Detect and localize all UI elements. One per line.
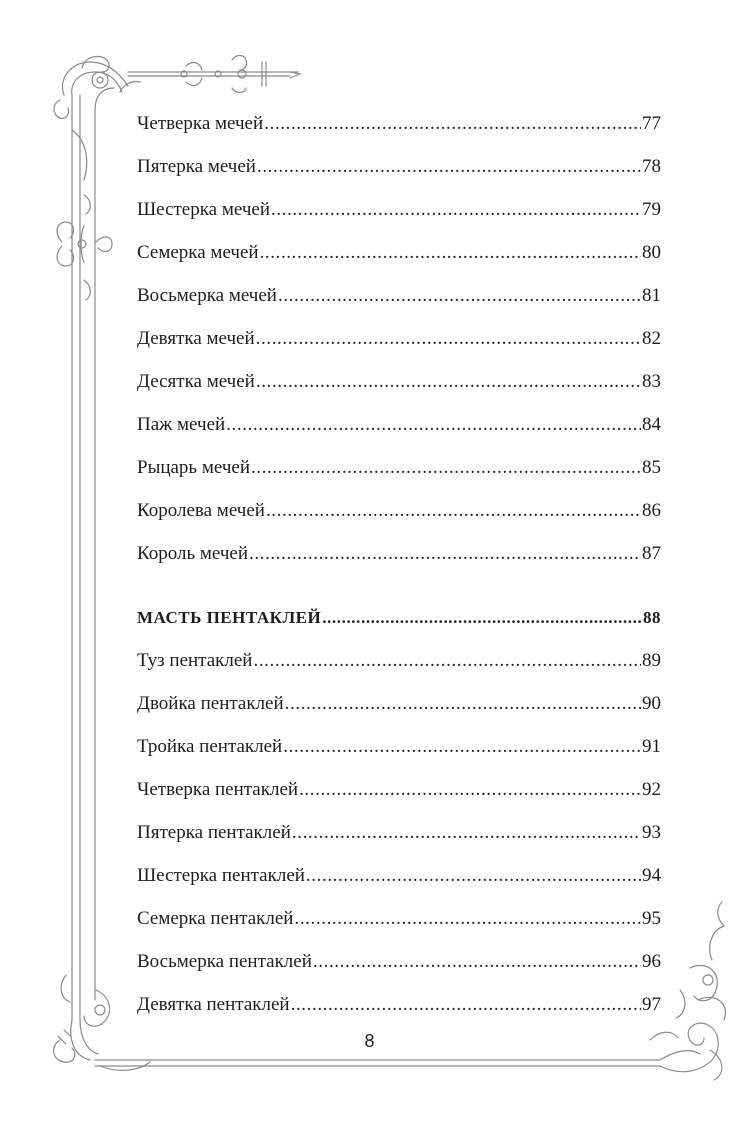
toc-entry-page: 85 <box>642 457 661 478</box>
toc-entry <box>137 284 661 308</box>
toc-entry <box>137 155 661 179</box>
toc-leader-dots <box>249 542 641 566</box>
toc-leader-dots <box>226 413 641 437</box>
toc-entry-title: Девятка мечей <box>137 328 255 349</box>
toc-entry-page: 96 <box>642 951 661 972</box>
toc-entry-title: Восьмерка мечей <box>137 285 277 306</box>
toc-entry-page: 77 <box>642 113 661 134</box>
toc-entry-title: Пятерка мечей <box>137 156 256 177</box>
toc-entry <box>137 241 661 265</box>
toc-entry-title: Паж мечей <box>137 414 226 435</box>
toc-entry-page: 90 <box>642 693 661 714</box>
sword-ornament <box>128 56 300 93</box>
toc-entry-title: Туз пентаклей <box>137 650 253 671</box>
toc-entry <box>137 821 661 845</box>
toc-entry-page: 81 <box>642 285 661 306</box>
toc-entry-title: Четверка мечей <box>137 113 264 134</box>
toc-entry-title: Тройка пентаклей <box>137 736 283 757</box>
toc-entry <box>137 993 661 1017</box>
toc-leader-dots <box>306 864 641 888</box>
toc-leader-dots <box>256 370 641 394</box>
toc-leader-dots <box>278 284 641 308</box>
toc-leader-dots <box>322 606 642 630</box>
toc-entry-page: 89 <box>642 650 661 671</box>
toc-leader-dots <box>299 778 641 802</box>
toc-section-heading <box>137 606 661 630</box>
toc-entry-page: 82 <box>642 328 661 349</box>
toc-entry-title: Девятка пентаклей <box>137 994 290 1015</box>
toc-entry-title: Пятерка пентаклей <box>137 822 291 843</box>
toc-leader-dots <box>294 907 641 931</box>
top-left-scroll-ornament <box>54 56 140 118</box>
toc-leader-dots <box>292 821 641 845</box>
toc-entry-title: Рыцарь мечей <box>137 457 250 478</box>
toc-entry <box>137 692 661 716</box>
toc-entry-title: Шестерка пентаклей <box>137 865 305 886</box>
toc-entry <box>137 456 661 480</box>
toc-entry-title: Шестерка мечей <box>137 199 271 220</box>
toc-entry-page: 93 <box>642 822 661 843</box>
toc-section-page: 88 <box>643 608 661 627</box>
toc-entry-page: 87 <box>642 543 661 564</box>
toc-entry-title: Король мечей <box>137 543 249 564</box>
toc-entry-title: Десятка мечей <box>137 371 255 392</box>
toc-entry-title: Двойка пентаклей <box>137 693 284 714</box>
toc-entry <box>137 198 661 222</box>
toc-entry <box>137 413 661 437</box>
toc-entry-page: 80 <box>642 242 661 263</box>
toc-leader-dots <box>283 735 641 759</box>
toc-entry-page: 91 <box>642 736 661 757</box>
toc-entry-title: Четверка пентаклей <box>137 779 299 800</box>
toc-entry-page: 84 <box>642 414 661 435</box>
toc-entry-title: Восьмерка пентаклей <box>137 951 312 972</box>
toc-leader-dots <box>313 950 641 974</box>
toc-entry <box>137 735 661 759</box>
toc-leader-dots <box>285 692 641 716</box>
bottom-left-scroll-ornament <box>54 975 150 1070</box>
bottom-right-flourish-ornament <box>650 902 725 1080</box>
toc-section-title: МАСТЬ ПЕНТАКЛЕЙ <box>137 608 322 627</box>
toc-entry-title: Семерка пентаклей <box>137 908 294 929</box>
toc-leader-dots <box>271 198 641 222</box>
toc-entry <box>137 950 661 974</box>
toc-entry-page: 78 <box>642 156 661 177</box>
toc-entry <box>137 370 661 394</box>
toc-leader-dots <box>266 499 641 523</box>
toc-entry-title: Королева мечей <box>137 500 265 521</box>
toc-leader-dots <box>256 327 641 351</box>
toc-entry <box>137 327 661 351</box>
toc-entry-title: Семерка мечей <box>137 242 259 263</box>
toc-leader-dots <box>260 241 641 265</box>
toc-entry <box>137 499 661 523</box>
toc-leader-dots <box>251 456 641 480</box>
toc-entry-page: 94 <box>642 865 661 886</box>
toc-leader-dots <box>257 155 641 179</box>
toc-entry-page: 95 <box>642 908 661 929</box>
toc-entry <box>137 907 661 931</box>
toc-entry-page: 97 <box>642 994 661 1015</box>
toc-entry <box>137 112 661 136</box>
toc-entry <box>137 778 661 802</box>
page-number: 8 <box>364 1031 375 1051</box>
toc-entry-page: 79 <box>642 199 661 220</box>
toc-entry <box>137 649 661 673</box>
toc-entry-page: 92 <box>642 779 661 800</box>
toc-entry <box>137 864 661 888</box>
toc-entry-page: 86 <box>642 500 661 521</box>
toc-entry <box>137 542 661 566</box>
toc-leader-dots <box>264 112 641 136</box>
toc-leader-dots <box>291 993 641 1017</box>
toc-entry-page: 83 <box>642 371 661 392</box>
toc-leader-dots <box>253 649 641 673</box>
left-leaf-ornament <box>57 130 112 300</box>
